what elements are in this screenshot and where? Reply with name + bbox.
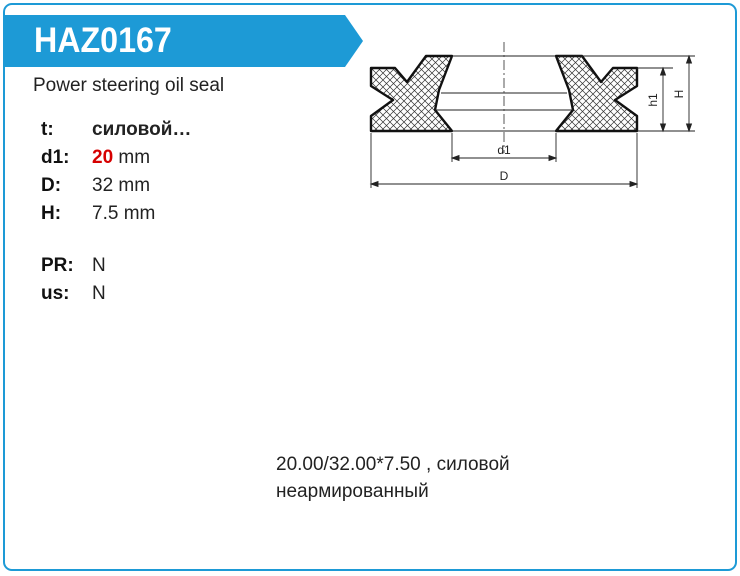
- spec-value-d1-unit: mm: [118, 147, 151, 168]
- dimension-label-d1: d1: [497, 143, 511, 157]
- product-subtitle: Power steering oil seal: [33, 75, 225, 96]
- spec-value-d1: [92, 144, 150, 172]
- flag-value-PR: N: [92, 255, 106, 276]
- seal-left-profile: [371, 56, 452, 131]
- dimension-label-h1: h1: [646, 93, 660, 107]
- spec-value-d1-number: 20: [92, 147, 114, 168]
- dimension-label-D: D: [499, 169, 509, 183]
- seal-cross-section-drawing: [355, 38, 705, 198]
- flag-key-us: us:: [41, 283, 70, 304]
- spec-value-H: 7.5 mm: [92, 203, 156, 224]
- seal-right-profile: [556, 56, 637, 131]
- product-code: HAZ0167: [34, 21, 172, 60]
- flag-value-us: N: [92, 283, 106, 304]
- spec-key-type: t:: [41, 119, 54, 140]
- spec-key-D: D:: [41, 175, 62, 196]
- spec-value-D: 32 mm: [92, 175, 151, 196]
- spec-value-type: силовой…: [92, 119, 192, 140]
- dimension-label-H: H: [672, 89, 686, 99]
- description-line-2: неармированный: [276, 481, 429, 502]
- product-description: [276, 451, 510, 505]
- description-line-1: 20.00/32.00*7.50 , силовой: [276, 454, 510, 475]
- spec-key-H: H:: [41, 203, 62, 224]
- flag-key-PR: PR:: [41, 255, 74, 276]
- spec-key-d1: d1:: [41, 147, 70, 168]
